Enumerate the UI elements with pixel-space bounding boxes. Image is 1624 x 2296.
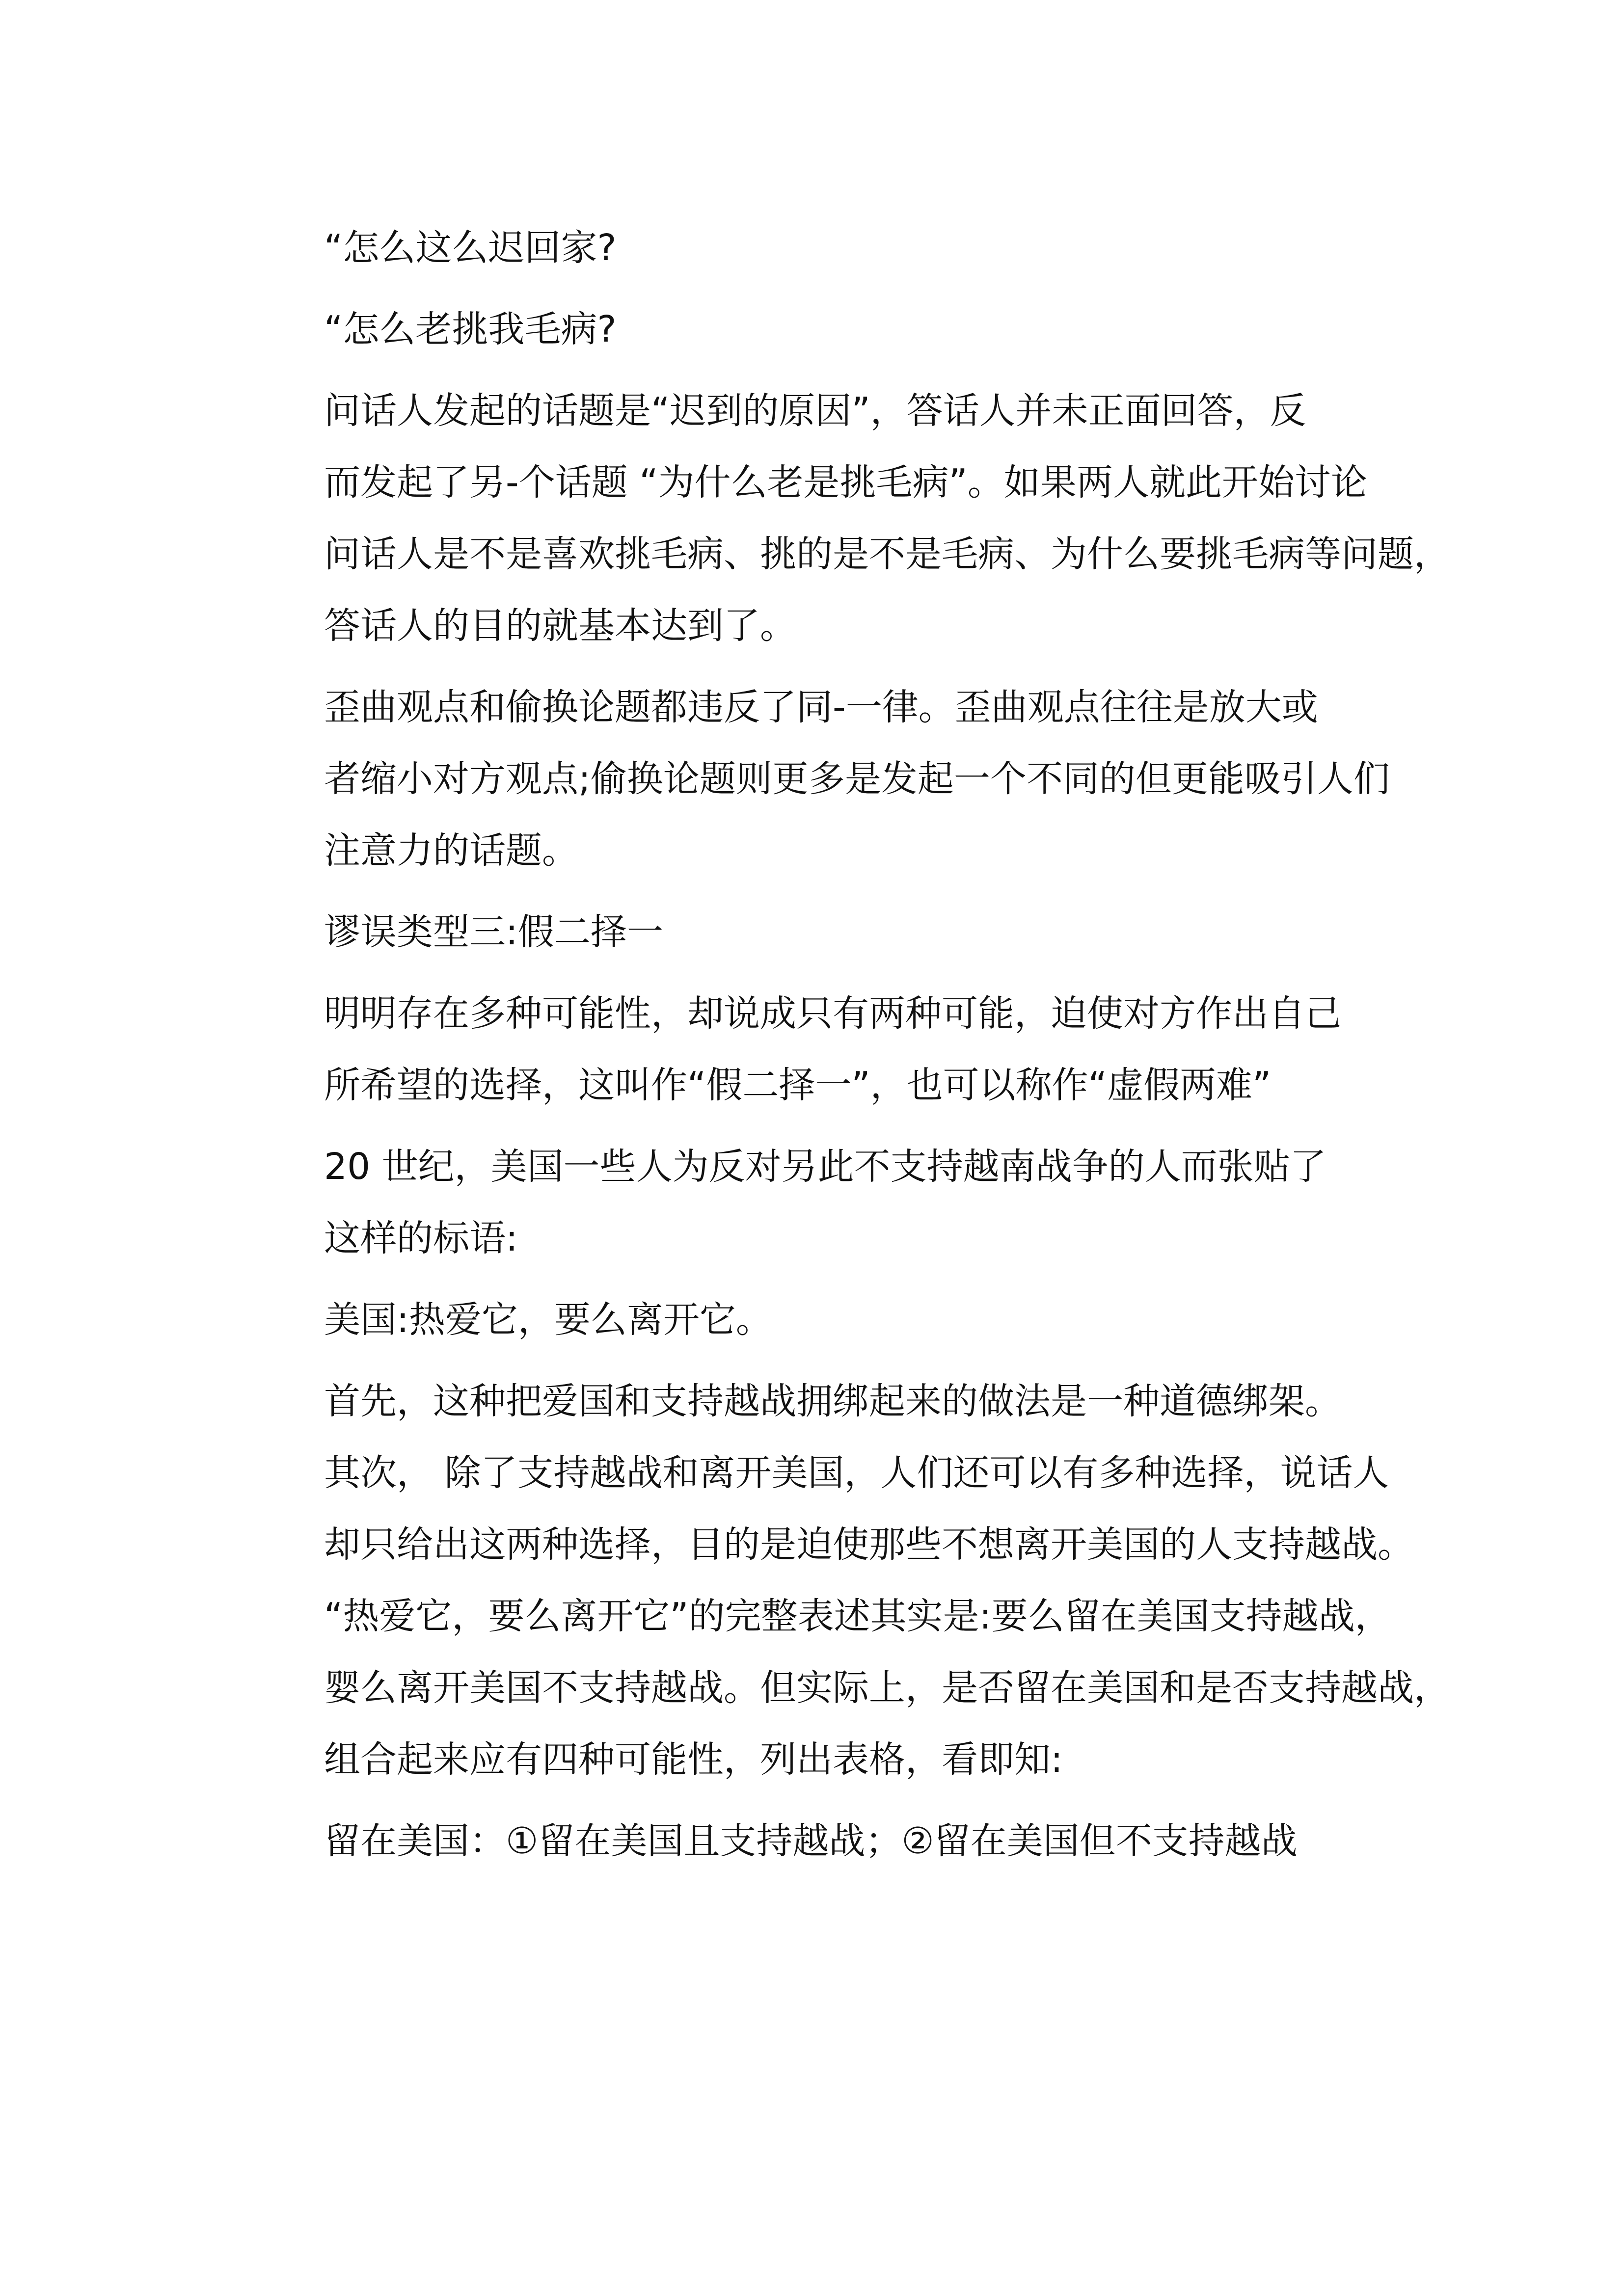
paragraph-question-2	[247, 294, 1391, 365]
paragraph-stay-in-us	[247, 1805, 1391, 1877]
paragraph-false-dilemma	[247, 978, 1391, 1121]
text-line: 所希望的选择，这叫作“假二择一”，也可以称作“虚假两难”	[324, 1064, 1272, 1106]
text-line: 美国:热爱它，要么离开它。	[324, 1299, 772, 1341]
paragraph-topic-shift	[247, 375, 1450, 662]
text-line: 20 世纪，美国一些人为反对另此不支持越南战争的人而张贴了	[324, 1146, 1326, 1188]
text-line: 明明存在多种可能性，却说成只有两种可能，迫使对方作出自己	[324, 992, 1341, 1035]
paragraph-20th-century	[247, 1131, 1391, 1274]
paragraph-question-1	[247, 212, 1391, 284]
text-line: 者缩小对方观点;偷换论题则更多是发起一个不同的但更能吸引人们	[324, 758, 1390, 800]
paragraph-law-of-identity	[247, 671, 1391, 886]
text-line: 却只给出这两种选择，目的是迫使那些不想离开美国的人支持越战。	[324, 1523, 1414, 1566]
text-line: 婴么离开美国不支持越战。但实际上，是否留在美国和是否支持越战，	[324, 1667, 1450, 1709]
text-line: 组合起来应有四种可能性，列出表格，看即知:	[324, 1738, 1063, 1781]
text-line: 谬误类型三:假二择一	[324, 911, 663, 953]
document-body	[247, 212, 1450, 1877]
text-line: “热爱它，要么离开它”的完整表述其实是:要么留在美国支持越战，	[324, 1595, 1391, 1637]
text-line: 问话人是不是喜欢挑毛病、挑的是不是毛病、为什么要挑毛病等问题，	[324, 533, 1450, 575]
text-line: 留在美国：①留在美国且支持越战；②留在美国但不支持越战	[324, 1820, 1298, 1862]
text-line: 而发起了另-个话题 “为什么老是挑毛病”。如果两人就此开始讨论	[324, 461, 1367, 504]
paragraph-analysis	[247, 1365, 1450, 1795]
paragraph-fallacy-heading	[247, 896, 1391, 968]
text-line: 注意力的话题。	[324, 829, 578, 872]
text-line: 问话人发起的话题是“迟到的原因”，答话人并未正面回答，反	[324, 390, 1306, 432]
text-line: 首先，这种把爱国和支持越战拥绑起来的做法是一种道德绑架。	[324, 1380, 1341, 1422]
text-line: 这样的标语:	[324, 1217, 518, 1259]
text-line: 歪曲观点和偷换论题都违反了同-一律。歪曲观点往往是放大或	[324, 686, 1318, 728]
text-line: “怎么这么迟回家?	[324, 227, 617, 269]
paragraph-slogan	[247, 1284, 1391, 1356]
text-line: 其次， 除了支持越战和离开美国，人们还可以有多种选择，说话人	[324, 1452, 1389, 1494]
text-line: “怎么老挑我毛病?	[324, 308, 617, 350]
text-line: 答话人的目的就基本达到了。	[324, 605, 796, 647]
